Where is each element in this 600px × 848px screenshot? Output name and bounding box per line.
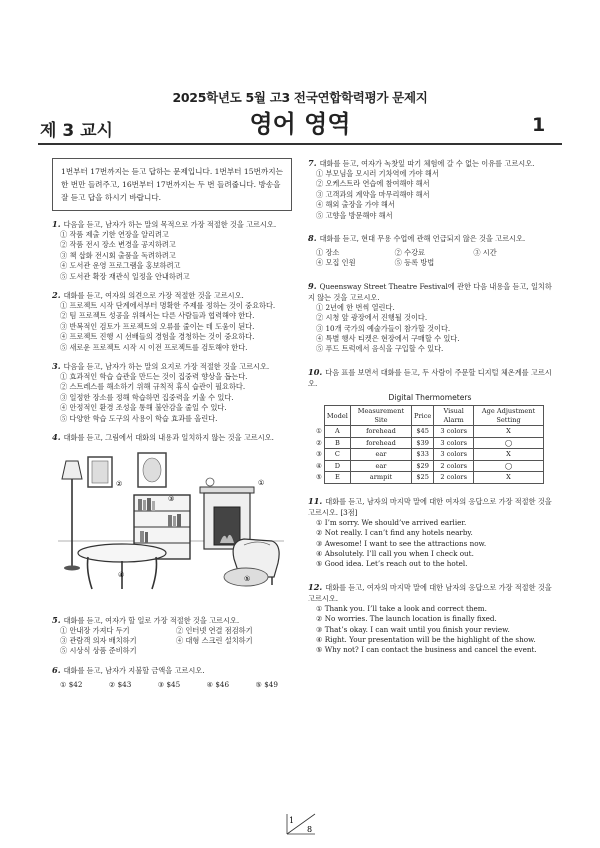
option[interactable]: ④ $46	[206, 679, 230, 689]
exam-subtitle: 2025학년도 5월 고3 전국연합학력평가 문제지	[172, 90, 428, 105]
option[interactable]: ③ 일정한 장소를 정해 학습하면 집중력을 키울 수 있다.	[60, 392, 234, 402]
option[interactable]: ③ 10개 국가의 예술가들이 참가할 것이다.	[316, 323, 451, 333]
option[interactable]: ① 프로젝트 시작 단계에서부터 명확한 주제를 정하는 것이 중요하다.	[60, 301, 276, 311]
right-column	[308, 158, 552, 656]
picture-marker: ②	[116, 480, 123, 489]
question-5	[52, 615, 292, 657]
option[interactable]: ④ 대형 스크린 설치하기	[176, 635, 253, 645]
option[interactable]: ⑤ $49	[255, 679, 278, 689]
option[interactable]: ⑤ 등록 방법	[394, 258, 435, 268]
picture-marker: ①	[258, 479, 265, 488]
table-cell: C	[324, 449, 350, 461]
option[interactable]: ④ 해외 출장을 가야 해서	[316, 200, 395, 210]
option[interactable]: ⑤ Good idea. Let’s reach out to the hotel.	[316, 559, 468, 569]
option[interactable]: ② 팀 프로젝트 성공을 위해서는 다른 사람들과 협력해야 한다.	[60, 311, 255, 321]
current-page: 1	[289, 816, 295, 825]
question-stem: 다음 표를 보면서 대화를 듣고, 두 사람이 주문할 디지털 체온계를 고르시오.	[308, 367, 552, 388]
question-number: 10.	[308, 366, 323, 377]
left-column	[52, 158, 292, 690]
column-header: Model	[324, 406, 350, 426]
option-marker[interactable]: ①	[316, 427, 322, 436]
option[interactable]: ③ Awesome! I want to see the attractions now.	[316, 538, 487, 548]
table-cell: X	[474, 472, 544, 484]
table-cell: armpit	[350, 472, 411, 484]
option-marker[interactable]: ③	[316, 450, 322, 459]
option-marker[interactable]: ④	[316, 461, 322, 470]
option-marker[interactable]: ⑤	[316, 473, 322, 482]
question-stem: 다음을 듣고, 남자가 하는 말의 요지로 가장 적절한 것을 고르시오.	[63, 362, 270, 372]
page-indicator	[286, 813, 316, 835]
option[interactable]: ③ 고객과의 계약을 마무리해야 해서	[316, 189, 430, 199]
option[interactable]: ② 시청 앞 광장에서 진행될 것이다.	[316, 313, 428, 323]
option[interactable]: ③ 관람객 의자 배치하기	[60, 635, 137, 645]
picture-marker: ⑤	[244, 575, 251, 584]
option[interactable]: ④ Right. Your presentation will be the highlight of the show.	[316, 635, 536, 645]
question-number: 6.	[52, 664, 61, 675]
question-number: 9.	[308, 280, 317, 291]
column-header: Age Adjustment Setting	[474, 406, 544, 426]
option[interactable]: ④ 안정적인 환경 조성을 통해 불안감을 줄일 수 있다.	[60, 403, 227, 413]
question-number: 5.	[52, 614, 61, 625]
question-7	[308, 158, 552, 221]
option[interactable]: ④ Absolutely. I’ll call you when I check out.	[316, 549, 474, 558]
question-12	[308, 582, 552, 656]
question-number: 12.	[308, 581, 323, 592]
table-row[interactable]	[314, 426, 544, 438]
question-number: 1.	[52, 219, 61, 229]
table-cell: X	[474, 449, 544, 461]
table-header-row	[314, 406, 544, 426]
table-cell: ear	[350, 460, 411, 472]
option[interactable]: ① 부모님을 모시러 기차역에 가야 해서	[316, 169, 439, 178]
option[interactable]: ③ 시간	[473, 248, 497, 258]
option[interactable]: ③ 책 삽화 전시회 출품을 독려하려고	[60, 250, 176, 260]
column-header: Visual Alarm	[434, 406, 474, 426]
option[interactable]: ② 작품 전시 장소 변경을 공지하려고	[60, 240, 176, 250]
option[interactable]: ① 장소	[316, 248, 340, 258]
table-cell: ◯	[474, 460, 544, 472]
option[interactable]: ② 스트레스를 해소하기 위해 규칙적 휴식 습관이 필요하다.	[60, 382, 246, 392]
table-row[interactable]	[314, 472, 544, 484]
column-header: Measurement Site	[350, 406, 411, 426]
option[interactable]: ④ 특별 행사 티켓은 현장에서 구매할 수 있다.	[316, 334, 460, 344]
option[interactable]: ④ 프로젝트 진행 시 선배들의 경험을 경청하는 것이 중요하다.	[60, 332, 255, 342]
option[interactable]: ① $42	[60, 679, 83, 689]
table-cell: $45	[412, 426, 434, 438]
question-number: 7.	[308, 158, 317, 168]
question-number: 4.	[52, 432, 61, 443]
question-number: 2.	[52, 290, 61, 301]
question-number: 3.	[52, 361, 61, 372]
option[interactable]: ② Not really. I can’t find any hotels nearby.	[316, 528, 473, 538]
round-table	[78, 544, 166, 562]
picture-marker: ③	[168, 495, 175, 504]
table-cell: E	[324, 472, 350, 484]
header-rule	[38, 143, 562, 145]
question-8	[308, 233, 552, 269]
option[interactable]: ② 오케스트라 연습에 참여해야 해서	[316, 179, 430, 189]
room-illustration	[58, 449, 284, 597]
option[interactable]: ⑤ 도서관 확장 재관식 일정을 안내하려고	[60, 271, 190, 281]
option[interactable]: ② No worries. The launch location is finally fixed.	[316, 614, 497, 624]
table-row[interactable]	[314, 460, 544, 472]
question-number: 8.	[308, 233, 317, 244]
question-stem: 대화를 듣고, 여자의 마지막 말에 대한 남자의 응답으로 가장 적절한 것을 고르시오.	[308, 582, 552, 603]
total-pages: 8	[307, 825, 313, 834]
option[interactable]: ① 작품 제출 기한 연장을 알리려고	[60, 230, 169, 239]
question-stem: 다음을 듣고, 남자가 하는 말의 목적으로 가장 적절한 것을 고르시오.	[63, 220, 277, 229]
option[interactable]: ⑤ 다양한 학습 도구의 사용이 학습 효과를 올린다.	[60, 413, 218, 423]
option[interactable]: ① I’m sorry. We should’ve arrived earlier.	[316, 517, 467, 527]
table-title: Digital Thermometers	[388, 392, 472, 402]
table-cell: ear	[350, 449, 411, 461]
question-stem: 대화를 듣고, 여자의 의견으로 가장 적절한 것을 고르시오.	[63, 291, 244, 301]
option[interactable]: ③ That’s okay. I can wait until you finish your review.	[316, 624, 510, 634]
question-stem: Queensway Street Theatre Festival에 관한 다음 내용을 듣고, 일치하지 않는 것을 고르시오.	[308, 281, 552, 302]
option[interactable]: ⑤ 시상식 상품 준비하기	[60, 646, 137, 656]
table-cell: $39	[412, 437, 434, 449]
fireplace	[200, 487, 254, 493]
table-cell: B	[324, 437, 350, 449]
table-cell: forehead	[350, 426, 411, 438]
question-stem: 대화를 듣고, 여자가 할 일로 가장 적절한 것을 고르시오.	[63, 615, 240, 625]
picture-marker: ④	[118, 571, 125, 580]
table-cell: 3 colors	[434, 437, 474, 449]
question-stem: 대화를 듣고, 그림에서 대화의 내용과 일치하지 않는 것을 고르시오.	[63, 433, 274, 443]
table-cell: ◯	[474, 437, 544, 449]
table-cell: $29	[412, 460, 434, 472]
question-stem: 대화를 듣고, 남자가 지불할 금액을 고르시오.	[63, 665, 205, 675]
option[interactable]: ⑤ Why not? I can contact the business and cancel the event.	[316, 645, 537, 655]
option[interactable]: ⑤ 푸드 트럭에서 음식을 구입할 수 있다.	[316, 344, 444, 354]
question-number: 11.	[308, 495, 323, 506]
option[interactable]: ④ 모집 인원	[316, 258, 356, 268]
page-number: 1	[532, 114, 546, 136]
option[interactable]: ② 수강료	[394, 248, 425, 258]
question-11	[308, 496, 552, 570]
table-cell: A	[324, 426, 350, 438]
option[interactable]: ① Thank you. I’ll take a look and correct them.	[316, 603, 487, 613]
table-cell: 3 colors	[434, 426, 474, 438]
question-4	[52, 432, 292, 600]
column-header: Price	[412, 406, 434, 426]
table-cell: $33	[412, 449, 434, 461]
table-cell: X	[474, 426, 544, 438]
option[interactable]: ② $43	[108, 679, 132, 689]
table-cell: 2 colors	[434, 460, 474, 472]
question-2	[52, 290, 292, 353]
option[interactable]: ⑤ 고향을 방문해야 해서	[316, 210, 393, 220]
question-9	[308, 281, 552, 355]
option[interactable]: ① 효과적인 학습 습관을 만드는 것이 집중력 향상을 돕는다.	[60, 372, 248, 382]
table-cell: forehead	[350, 437, 411, 449]
table-row[interactable]	[314, 437, 544, 449]
option[interactable]: ⑤ 새로운 프로젝트 시작 시 이전 프로젝트를 검토해야 한다.	[60, 342, 248, 352]
option[interactable]: ④ 도서관 운영 프로그램을 홍보하려고	[60, 261, 181, 271]
table-cell: 2 colors	[434, 472, 474, 484]
question-stem: 대화를 듣고, 남자의 마지막 말에 대한 여자의 응답으로 가장 적절한 것을 고르시오. [3점]	[308, 496, 552, 517]
listening-notice: 1번부터 17번까지는 듣고 답하는 문제입니다. 1번부터 15번까지는 한 번만 들려주고, 16번부터 17번까지는 두 번 들려줍니다. 방송을 잘 듣고 답을 하시기 바랍니다.	[52, 158, 292, 211]
table-row[interactable]	[314, 449, 544, 461]
option[interactable]: ① 2년에 한 번씩 열린다.	[316, 302, 395, 312]
option[interactable]: ② 인터넷 연결 점검하기	[176, 625, 253, 635]
table-cell: D	[324, 460, 350, 472]
question-6	[52, 665, 292, 690]
question-3	[52, 361, 292, 424]
option-marker[interactable]: ②	[316, 438, 322, 447]
exam-title: 영어 영역	[249, 110, 351, 138]
table-cell: $25	[412, 472, 434, 484]
session-label: 제 3 교시	[40, 121, 113, 141]
question-stem: 대화를 듣고, 현대 무용 수업에 관해 언급되지 않은 것을 고르시오.	[319, 234, 526, 244]
question-stem: 대화를 듣고, 여자가 녹찻잎 따기 체험에 갈 수 없는 이유를 고르시오.	[319, 159, 535, 168]
option[interactable]: ③ 반복적인 검토가 프로젝트의 오류를 줄이는 데 도움이 된다.	[60, 321, 255, 331]
table-cell: 3 colors	[434, 449, 474, 461]
thermometer-table	[314, 405, 544, 484]
option[interactable]: ① 안내장 가져다 두기	[60, 625, 130, 635]
question-1	[52, 219, 292, 282]
option[interactable]: ③ $45	[157, 679, 181, 689]
question-10	[308, 367, 552, 484]
